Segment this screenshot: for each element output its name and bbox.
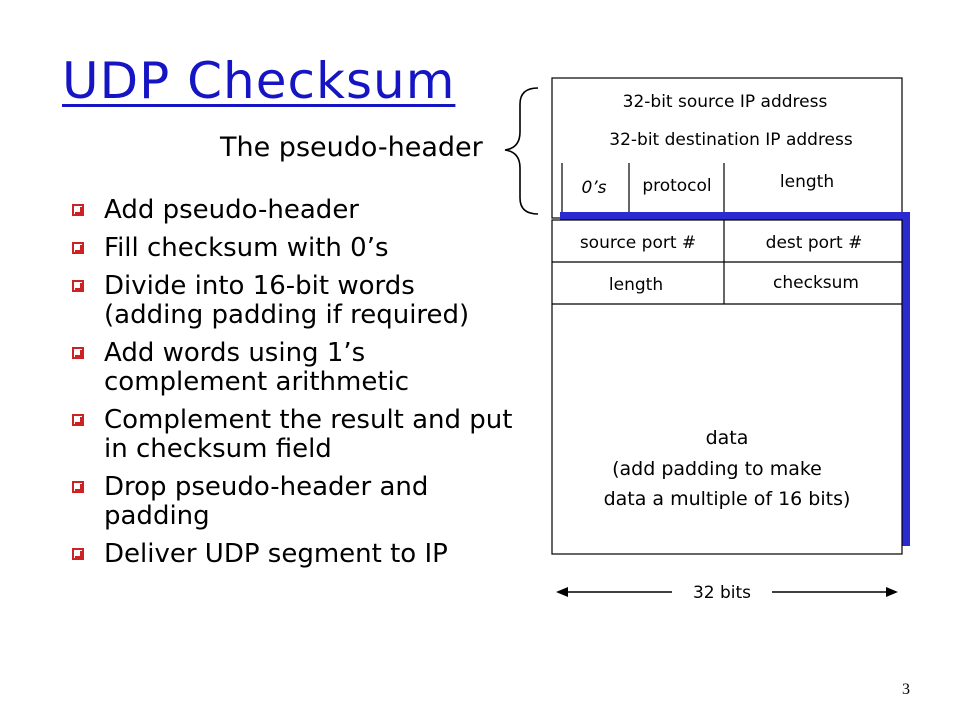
udp-length-label: length: [608, 275, 664, 295]
dest-ip-label: 32-bit destination IP address: [609, 130, 853, 150]
arrow-right-icon: [886, 587, 898, 597]
pseudo-header-caption: The pseudo-header: [220, 132, 483, 163]
bullet-text: Fill checksum with 0’s: [104, 233, 389, 263]
curly-brace-icon: [505, 88, 538, 214]
pseudo-length-label: length: [779, 172, 835, 192]
bullet-text: Divide into 16-bit words (adding padding if required): [104, 271, 470, 330]
bullet-text: Add words using 1’s complement arithmetic: [104, 338, 410, 397]
dest-port-label: dest port #: [765, 233, 863, 253]
bullet-text: Complement the result and put in checksum field: [104, 405, 513, 464]
data-padding-label: (add padding to make: [612, 458, 822, 480]
checksum-label: checksum: [773, 273, 859, 293]
bullet-text: Add pseudo-header: [104, 195, 359, 225]
source-port-label: source port #: [579, 233, 697, 253]
width-dimension-arrow: [556, 583, 898, 603]
arrow-left-icon: [556, 587, 568, 597]
data-multiple-label: data a multiple of 16 bits): [603, 488, 851, 510]
udp-segment-box: [552, 220, 902, 554]
pseudo-header-box: [552, 78, 902, 218]
data-label: data: [705, 427, 749, 449]
bullet-text: Drop pseudo-header and padding: [104, 472, 429, 531]
source-ip-label: 32-bit source IP address: [622, 92, 828, 112]
zeros-label: 0’s: [581, 178, 607, 198]
protocol-label: protocol: [642, 176, 712, 196]
slide-title: UDP Checksum: [62, 52, 456, 110]
width-label: 32 bits: [692, 583, 752, 603]
page-number: 3: [902, 681, 910, 698]
bullet-text: Deliver UDP segment to IP: [104, 539, 448, 569]
